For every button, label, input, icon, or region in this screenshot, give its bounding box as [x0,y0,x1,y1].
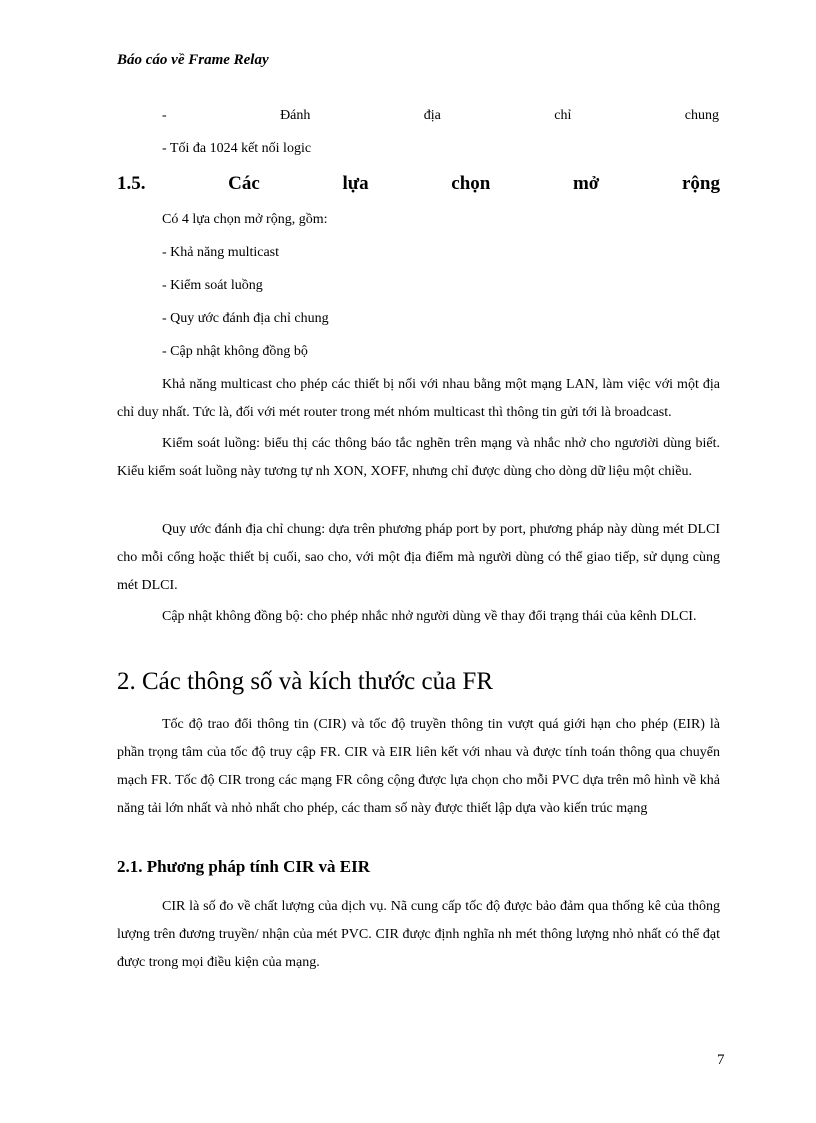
heading-word: rộng [681,173,720,194]
paragraph-global-addressing: Quy ước đánh địa chỉ chung: dựa trên phương pháp port by port, phương pháp này dùng mét DLCI cho mỗi cổng hoặc thiết bị cuối, sao cho, với một địa điểm mà người dùng có thể giao tiếp, sử dụng cùng mét DLCI. [117,522,720,593]
list-word: địa [423,108,441,123]
heading-word: lựa [342,173,369,194]
running-header: Báo cáo về Frame Relay [117,52,269,68]
list-word: - [162,108,167,123]
list-word: chỉ [554,108,572,123]
heading-word: chọn [451,173,491,194]
section-heading-2: 2. Các thông số và kích thước của FR [117,668,494,695]
section-intro: Có 4 lựa chọn mở rộng, gồm: [162,212,328,227]
paragraph-flow-control: Kiểm soát luồng: biểu thị các thông báo tắc nghẽn trên mạng và nhắc nhở cho ngươiời dùng biết. Kiểu kiểm soát luồng này tương tự nh XON, XOFF, nhưng chỉ được dùng cho dòng dữ liệu một chiều. [117,436,720,479]
paragraph-cir-definition: CIR là số đo về chất lượng của dịch vụ. Nã cung cấp tốc độ được bảo đảm qua thống kê của thông lượng trên đương truyền/ nhận của mét PVC. CIR được định nghĩa nh mét thông lượng nhỏ nhất có thể đạt được trong mọi điều kiện của mạng. [117,899,720,970]
list-item: - Cập nhật không đồng bộ [162,344,308,359]
paragraph-cir-eir-intro: Tốc độ trao đổi thông tin (CIR) và tốc độ truyền thông tin vượt quá giới hạn cho phép (EIR) là phần trọng tâm của tốc độ truy cập FR. CIR và EIR liên kết với nhau và được tính toán thông qua chuyển mạch FR. Tốc độ CIR trong các mạng FR công cộng được lựa chọn cho mỗi PVC dựa trên mô hình về khả năng tải lớn nhất và nhỏ nhất cho phép, các tham số này được thiết lập dựa vào kiến trúc mạng [117,717,720,816]
list-word: Đánh [280,108,311,123]
list-item-addressing [162,108,719,124]
list-item: - Kiểm soát luồng [162,278,263,293]
page-number: 7 [717,1052,725,1068]
list-word: chung [684,108,719,123]
section-heading-1-5 [117,173,720,195]
list-item: - Quy ước đánh địa chỉ chung [162,311,329,326]
list-item: - Khả năng multicast [162,245,280,260]
paragraph-async-update: Cập nhật không đồng bộ: cho phép nhắc nhở người dùng về thay đổi trạng thái của kênh DLCI. [162,609,697,624]
heading-word: Các [228,173,260,194]
section-heading-2-1: 2.1. Phương pháp tính CIR và EIR [117,857,370,876]
heading-word: mở [572,173,600,194]
heading-word: 1.5. [117,173,146,194]
list-item-logic-connections: - Tối đa 1024 kết nối logic [162,141,312,156]
paragraph-multicast: Khả năng multicast cho phép các thiết bị nối với nhau bằng một mạng LAN, làm việc với một địa chỉ duy nhất. Tức là, đối với mét router trong mét nhóm multicast thì thông tin gửi tới là broadcast. [117,377,720,420]
